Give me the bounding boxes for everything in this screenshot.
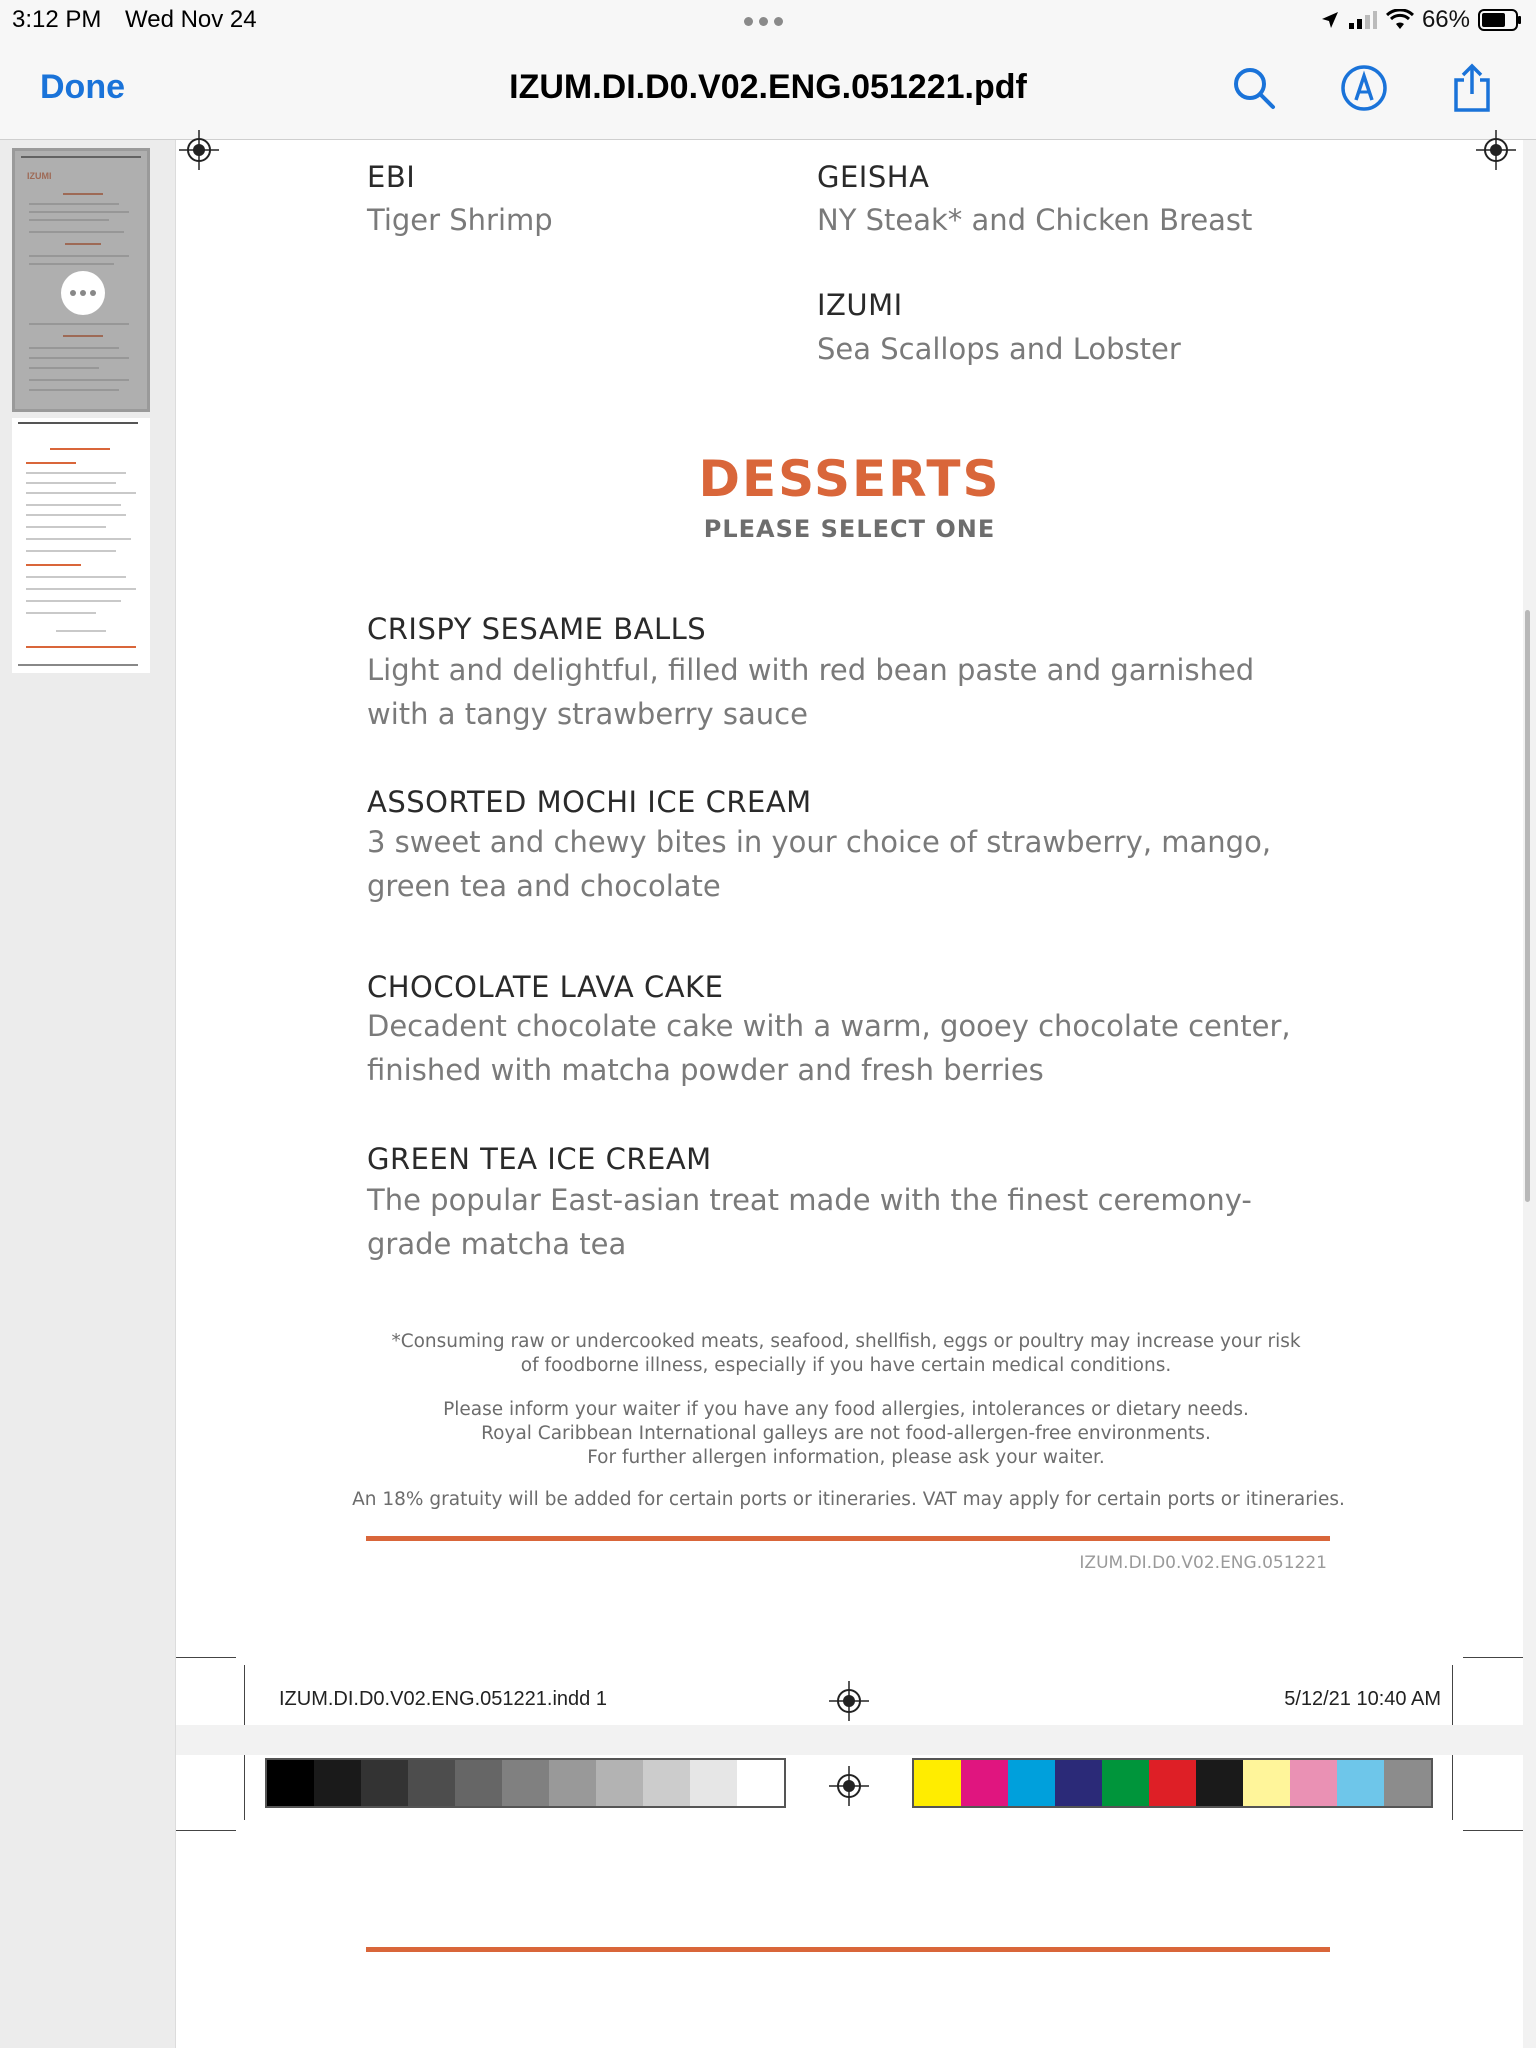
status-time: 3:12 PM [12,6,102,33]
color-swatch [361,1760,408,1806]
menu-item-desc: The popular East-asian treat made with the finest ceremony- [367,1183,1252,1217]
color-swatch [690,1760,737,1806]
menu-item-name: GEISHA [817,160,930,194]
menu-item-desc: green tea and chocolate [367,869,721,903]
menu-item-desc: with a tangy strawberry sauce [367,697,808,731]
slug-date-time: 5/12/21 10:40 AM [1284,1688,1441,1710]
color-swatch [267,1760,314,1806]
color-swatch [549,1760,596,1806]
color-swatch [596,1760,643,1806]
menu-item-desc: Tiger Shrimp [367,203,553,237]
page-thumbnail-2[interactable] [12,418,150,673]
crop-mark [1452,1665,1453,1725]
crop-mark [176,1830,236,1831]
thumbnail-sidebar [0,140,176,2048]
crop-mark [176,1657,236,1658]
crop-mark [1463,1657,1523,1658]
raw-food-disclaimer [366,1330,1326,1378]
menu-item-desc: Light and delightful, filled with red bean paste and garnished [367,653,1255,687]
location-arrow-icon [1320,10,1340,30]
cellular-signal-icon [1348,10,1378,30]
color-swatch [1149,1760,1196,1806]
crop-mark [1452,1755,1453,1820]
menu-item-desc: grade matcha tea [367,1227,627,1261]
share-icon[interactable] [1446,62,1498,114]
menu-item-name: IZUMI [817,288,903,322]
page-rule [366,1947,1330,1952]
menu-item-desc: Decadent chocolate cake with a warm, gooey chocolate center, [367,1009,1291,1043]
status-indicators [1320,6,1522,34]
color-swatch [408,1760,455,1806]
process-color-bar [912,1758,1433,1808]
page-thumbnail-1[interactable] [12,148,150,412]
gratuity-notice: An 18% gratuity will be added for certain ports or itineraries. VAT may apply for certain ports or itineraries. [352,1489,1345,1510]
color-swatch [455,1760,502,1806]
menu-item-name: CRISPY SESAME BALLS [367,612,707,646]
menu-item-name: ASSORTED MOCHI ICE CREAM [367,785,812,819]
section-heading: DESSERTS [698,450,1001,508]
registration-mark-icon [829,1681,869,1721]
color-swatch [314,1760,361,1806]
fine-print-line: Please inform your waiter if you have any food allergies, intolerances or dietary needs. [443,1399,1249,1420]
menu-item-name: EBI [367,160,416,194]
fine-print-line: Royal Caribbean International galleys are not food-allergen-free environments. [481,1423,1211,1444]
menu-item-desc: finished with matcha powder and fresh berries [367,1053,1044,1087]
color-swatch [1196,1760,1243,1806]
scrollbar[interactable] [1525,610,1530,1202]
slug-file-name: IZUM.DI.D0.V02.ENG.051221.indd 1 [279,1688,607,1710]
section-subheading: PLEASE SELECT ONE [703,515,996,543]
pdf-toolbar [0,40,1536,140]
status-date: Wed Nov 24 [125,6,257,33]
color-swatch [1102,1760,1149,1806]
color-swatch [1384,1760,1431,1806]
fine-print-line: For further allergen information, please ask your waiter. [587,1447,1105,1468]
menu-item-name: CHOCOLATE LAVA CAKE [367,970,724,1004]
battery-percent: 66% [1421,6,1470,33]
document-title: IZUM.DI.D0.V02.ENG.051221.pdf [509,68,1027,106]
crop-mark [244,1755,245,1820]
crop-mark [1463,1830,1523,1831]
multitasking-dots-icon[interactable] [744,17,783,26]
allergy-notice [366,1398,1326,1470]
status-bar [0,0,1536,40]
more-options-icon[interactable] [61,271,105,315]
done-button[interactable]: Done [40,68,125,106]
crop-mark [244,1665,245,1725]
color-swatch [961,1760,1008,1806]
color-swatch [1290,1760,1337,1806]
search-icon[interactable] [1228,62,1280,114]
color-swatch [914,1760,961,1806]
color-swatch [1055,1760,1102,1806]
wifi-icon [1386,9,1414,31]
markup-icon[interactable] [1338,62,1390,114]
color-swatch [1337,1760,1384,1806]
color-swatch [1008,1760,1055,1806]
menu-item-desc: Sea Scallops and Lobster [817,332,1181,366]
color-swatch [1243,1760,1290,1806]
gray-color-bar [265,1758,786,1808]
registration-mark-icon [1476,130,1516,170]
registration-mark-icon [829,1766,869,1806]
color-swatch [737,1760,784,1806]
registration-mark-icon [179,130,219,170]
menu-item-desc: 3 sweet and chewy bites in your choice of strawberry, mango, [367,825,1272,859]
document-code: IZUM.DI.D0.V02.ENG.051221 [1079,1553,1327,1573]
fine-print-line: *Consuming raw or undercooked meats, seafood, shellfish, eggs or poultry may increase your risk [391,1331,1301,1352]
footer-rule [366,1536,1330,1541]
fine-print-line: of foodborne illness, especially if you have certain medical conditions. [520,1355,1172,1376]
color-swatch [643,1760,690,1806]
menu-item-desc: NY Steak* and Chicken Breast [817,203,1253,237]
battery-icon [1478,9,1522,31]
pdf-page [176,140,1523,1725]
menu-item-name: GREEN TEA ICE CREAM [367,1142,712,1176]
color-swatch [502,1760,549,1806]
